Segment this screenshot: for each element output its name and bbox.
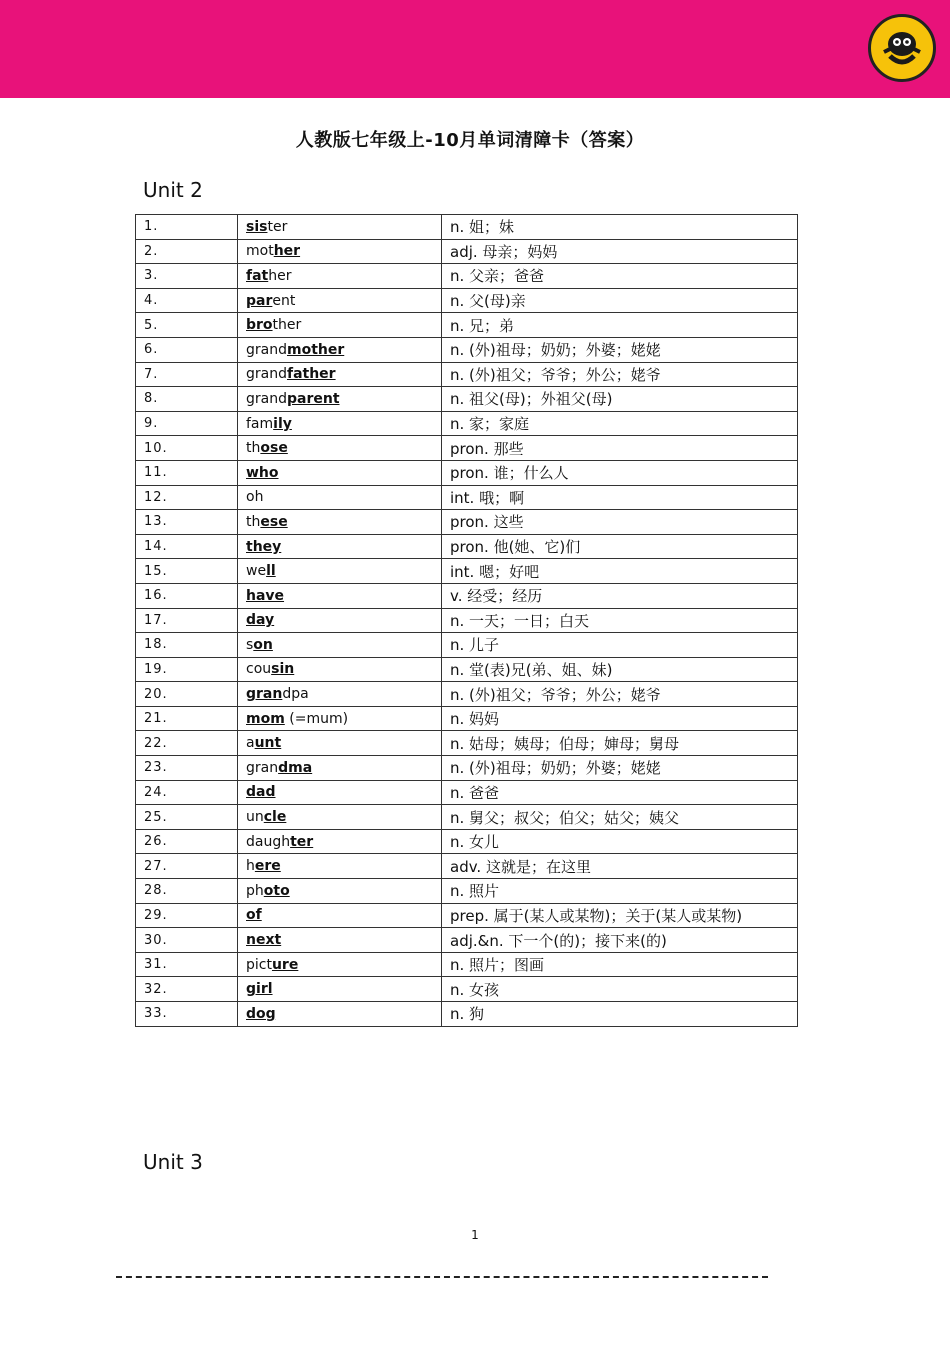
word-cell [238,829,442,854]
word-part: ph [246,882,264,899]
row-number: 15. [136,559,238,584]
word-cell [238,805,442,830]
meaning-cell: n. 照片；图画 [442,952,798,977]
word-cell [238,583,442,608]
word-underlined-part: oto [263,882,290,899]
row-number: 14. [136,534,238,559]
table-row [136,756,798,781]
table-row [136,239,798,264]
word-underlined-part: cle [263,809,287,826]
table-row [136,337,798,362]
table-row [136,215,798,240]
row-number: 29. [136,903,238,928]
meaning-cell: n. (外)祖父；爷爷；外公；姥爷 [442,682,798,707]
word-underlined-part: ily [273,415,292,432]
row-number: 32. [136,977,238,1002]
row-number: 6. [136,337,238,362]
meaning-cell: n. 女儿 [442,829,798,854]
word-part: s [246,636,254,653]
meaning-cell: n. 一天；一日；白天 [442,608,798,633]
meaning-cell: n. 狗 [442,1002,798,1027]
word-cell [238,436,442,461]
word-cell [238,682,442,707]
meaning-cell: prep. 属于(某人或某物)；关于(某人或某物) [442,903,798,928]
meaning-cell: int. 哦；啊 [442,485,798,510]
table-row [136,608,798,633]
meaning-cell: n. 家；家庭 [442,411,798,436]
meaning-cell: pron. 那些 [442,436,798,461]
word-cell [238,559,442,584]
word-underlined-part: ter [290,833,314,850]
word-cell [238,534,442,559]
word-cell [238,239,442,264]
meaning-cell: n. 父(母)亲 [442,288,798,313]
word-underlined-part: bro [246,317,273,334]
table-row [136,583,798,608]
word-part: gran [246,759,279,776]
meaning-cell: n. 女孩 [442,977,798,1002]
word-underlined-part: next [246,932,282,949]
word-underlined-part: ere [254,858,281,875]
row-number: 23. [136,756,238,781]
meaning-cell: n. (外)祖父；爷爷；外公；姥爷 [442,362,798,387]
word-cell [238,706,442,731]
meaning-cell: n. 儿子 [442,633,798,658]
table-row [136,731,798,756]
word-part: grand [246,366,287,383]
table-row [136,682,798,707]
word-part: dpa [282,686,309,703]
meaning-cell: n. 照片 [442,879,798,904]
word-part: ent [272,292,296,309]
word-cell [238,510,442,535]
meaning-cell: n. (外)祖母；奶奶；外婆；姥姥 [442,756,798,781]
word-underlined-part: father [286,366,336,383]
row-number: 16. [136,583,238,608]
word-underlined-part: her [273,243,301,260]
word-part: un [246,809,264,826]
table-row [136,829,798,854]
table-row [136,559,798,584]
word-part: her [268,267,292,284]
table-row [136,313,798,338]
word-cell [238,977,442,1002]
word-underlined-part: unt [254,735,282,752]
word-underlined-part: dad [246,784,276,801]
word-part: th [246,440,261,457]
word-cell [238,879,442,904]
row-number: 33. [136,1002,238,1027]
row-number: 18. [136,633,238,658]
row-number: 24. [136,780,238,805]
meaning-cell: n. 父亲；爸爸 [442,264,798,289]
row-number: 8. [136,387,238,412]
word-cell [238,362,442,387]
row-number: 11. [136,460,238,485]
meaning-cell: n. 爸爸 [442,780,798,805]
word-underlined-part: sis [246,218,268,235]
word-cell [238,337,442,362]
row-number: 31. [136,952,238,977]
word-underlined-part: dog [246,1005,276,1022]
word-underlined-part: girl [246,981,273,998]
row-number: 1. [136,215,238,240]
row-number: 10. [136,436,238,461]
word-cell [238,215,442,240]
meaning-cell: n. 祖父(母)；外祖父(母) [442,387,798,412]
word-cell [238,854,442,879]
table-row [136,264,798,289]
word-underlined-part: par [246,292,273,309]
word-underlined-part: ll [266,563,276,580]
row-number: 13. [136,510,238,535]
word-underlined-part: they [246,538,282,555]
mascot-logo-icon [868,14,936,82]
meaning-cell: n. 舅父；叔父；伯父；姑父；姨父 [442,805,798,830]
row-number: 12. [136,485,238,510]
meaning-cell: adj. 母亲；妈妈 [442,239,798,264]
row-number: 30. [136,928,238,953]
word-part: th [246,513,261,530]
unit-2-heading: Unit 2 [143,178,203,202]
word-cell [238,608,442,633]
row-number: 3. [136,264,238,289]
word-part: ther [272,317,302,334]
word-cell [238,411,442,436]
word-cell [238,756,442,781]
meaning-cell: pron. 这些 [442,510,798,535]
meaning-cell: n. 兄；弟 [442,313,798,338]
vocabulary-table [135,214,798,1027]
table-row [136,288,798,313]
table-row [136,903,798,928]
table-row [136,387,798,412]
word-underlined-part: on [253,636,273,653]
word-underlined-part: mother [286,341,345,358]
word-underlined-part: of [246,907,262,924]
meaning-cell: adv. 这就是；在这里 [442,854,798,879]
row-number: 26. [136,829,238,854]
word-cell [238,731,442,756]
word-underlined-part: who [246,464,279,481]
table-row [136,510,798,535]
meaning-cell: n. 妈妈 [442,706,798,731]
word-cell [238,1002,442,1027]
table-row [136,362,798,387]
meaning-cell: v. 经受；经历 [442,583,798,608]
table-row [136,928,798,953]
word-cell [238,460,442,485]
word-part: (=mum) [284,710,349,727]
meaning-cell: n. 姐；妹 [442,215,798,240]
row-number: 4. [136,288,238,313]
header-bar [0,0,950,98]
table-row [136,805,798,830]
row-number: 25. [136,805,238,830]
row-number: 9. [136,411,238,436]
row-number: 17. [136,608,238,633]
word-part: h [246,858,255,875]
word-underlined-part: gran [246,686,283,703]
word-cell [238,657,442,682]
table-row [136,411,798,436]
word-cell [238,928,442,953]
word-part: oh [246,489,264,506]
meaning-cell: n. 姑母；姨母；伯母；婶母；舅母 [442,731,798,756]
word-underlined-part: ure [271,956,299,973]
word-cell [238,903,442,928]
table-row [136,977,798,1002]
word-cell [238,313,442,338]
unit-3-heading: Unit 3 [143,1150,203,1174]
word-underlined-part: ese [260,513,288,530]
word-underlined-part: fat [246,267,269,284]
word-underlined-part: dma [278,759,313,776]
word-underlined-part: sin [271,661,295,678]
table-row [136,534,798,559]
table-row [136,436,798,461]
row-number: 5. [136,313,238,338]
word-underlined-part: ose [260,440,288,457]
table-row [136,879,798,904]
table-row [136,485,798,510]
table-row [136,952,798,977]
word-cell [238,780,442,805]
meaning-cell: pron. 谁；什么人 [442,460,798,485]
row-number: 2. [136,239,238,264]
row-number: 22. [136,731,238,756]
word-cell [238,485,442,510]
word-part: we [246,563,267,580]
word-part: mot [246,243,274,260]
word-part: daugh [246,833,291,850]
row-number: 7. [136,362,238,387]
word-cell [238,387,442,412]
word-cell [238,288,442,313]
meaning-cell: n. 堂(表)兄(弟、姐、妹) [442,657,798,682]
word-part: cou [246,661,272,678]
word-underlined-part: mom [246,710,285,727]
word-part: grand [246,341,287,358]
word-underlined-part: day [246,612,275,629]
word-cell [238,264,442,289]
word-cell [238,952,442,977]
table-row [136,460,798,485]
table-row [136,633,798,658]
word-part: fam [246,415,274,432]
word-part: pict [246,956,272,973]
row-number: 27. [136,854,238,879]
word-part: ter [267,218,288,235]
meaning-cell: n. (外)祖母；奶奶；外婆；姥姥 [442,337,798,362]
table-row [136,854,798,879]
page-number: 1 [471,1228,479,1242]
word-part: a [246,735,255,752]
page-title: 人教版七年级上-10月单词清障卡（答案） [295,130,645,151]
meaning-cell: adj.&n. 下一个(的)；接下来(的) [442,928,798,953]
row-number: 19. [136,657,238,682]
table-row [136,780,798,805]
row-number: 28. [136,879,238,904]
meaning-cell: int. 嗯；好吧 [442,559,798,584]
row-number: 21. [136,706,238,731]
row-number: 20. [136,682,238,707]
table-row [136,1002,798,1027]
word-underlined-part: have [246,587,285,604]
word-part: grand [246,390,287,407]
dashed-divider [116,1276,768,1278]
word-underlined-part: parent [286,390,340,407]
table-row [136,706,798,731]
table-row [136,657,798,682]
meaning-cell: pron. 他(她、它)们 [442,534,798,559]
word-cell [238,633,442,658]
